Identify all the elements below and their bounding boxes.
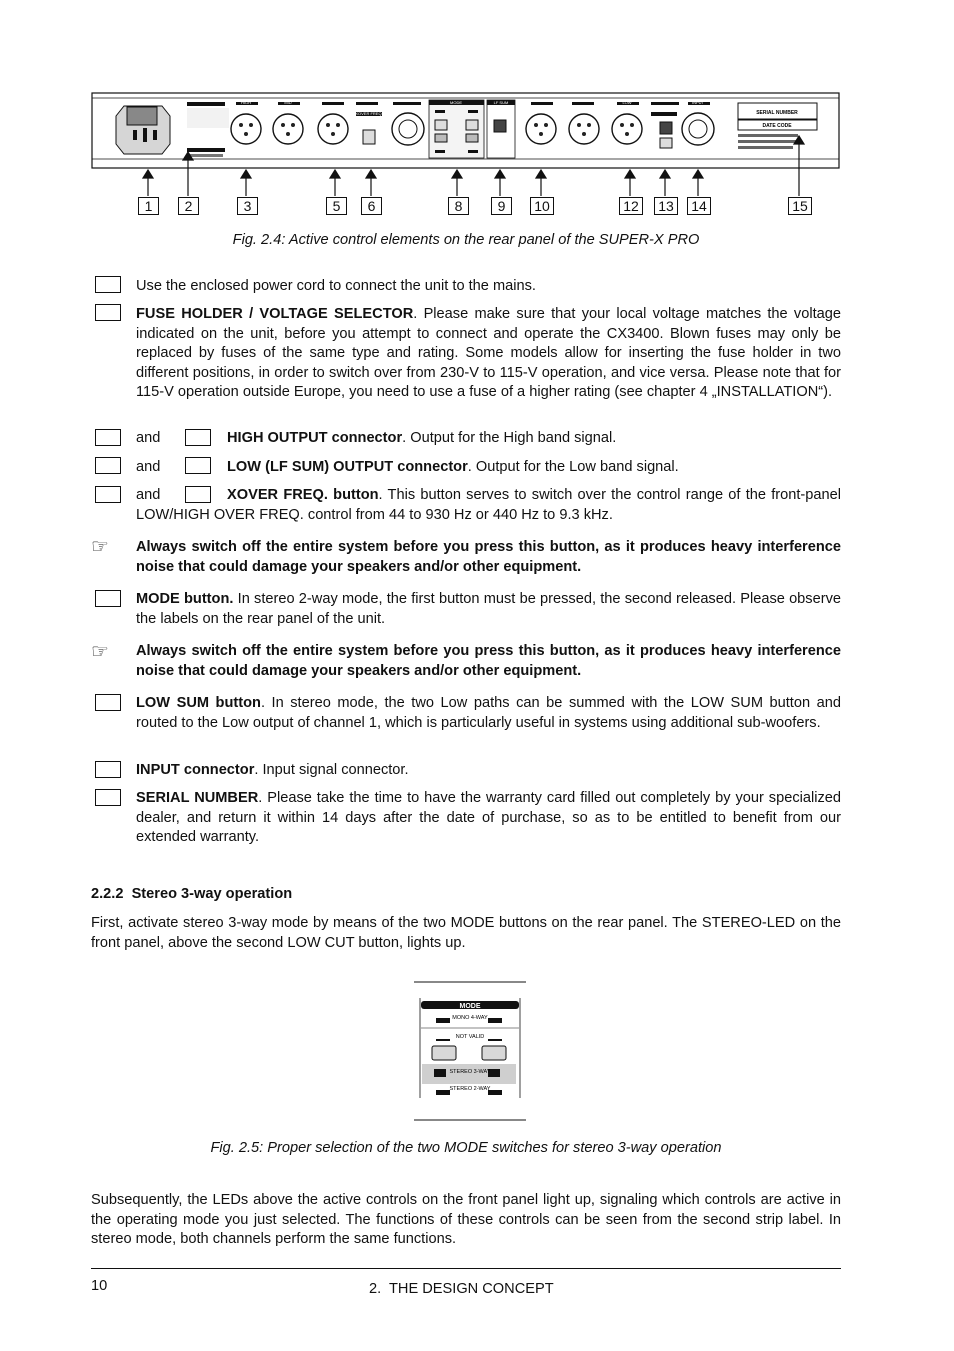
item-high-output: HIGH OUTPUT connector. Output for the High band signal. <box>227 430 617 446</box>
callout-14: 14 <box>687 197 711 215</box>
chapter-title: 2. THE DESIGN CONCEPT <box>369 1281 554 1297</box>
callout-9: 9 <box>491 197 512 215</box>
item-number-box <box>95 694 121 711</box>
item-mode-button: MODE button. In stereo 2-way mode, the first button must be pressed, the second released. Please observe the labels on the rear panel of the unit. <box>136 591 841 627</box>
item-number-box <box>95 761 121 778</box>
item-serial-number: SERIAL NUMBER. Please take the time to have the warranty card filled out completely by your specialized dealer, and return it within 14 days after the date of purchase, so as to be entitled to benefit from our extended warranty. <box>136 790 841 845</box>
pointing-hand-icon: ☞ <box>91 641 109 663</box>
item-number-box <box>185 457 211 474</box>
item-power-cord: Use the enclosed power cord to connect the unit to the mains. <box>136 278 536 294</box>
mode-row-stereo-3way: STEREO 3-WAY <box>449 1069 491 1075</box>
lf-sum-tag: LF SUM <box>493 100 509 105</box>
pointing-hand-icon: ☞ <box>91 536 109 558</box>
and-label: and <box>136 487 161 503</box>
callout-8: 8 <box>448 197 469 215</box>
page-number: 10 <box>91 1278 108 1294</box>
item-number-box <box>95 486 121 503</box>
serial-number-tag: SERIAL NUMBER <box>756 110 798 116</box>
xover-tag: XOVER FREQ. <box>355 111 383 116</box>
low-tag: LOW <box>622 100 632 105</box>
figure-2-5-caption: Fig. 2.5: Proper selection of the two MODE switches for stereo 3-way operation <box>210 1140 722 1156</box>
mid-tag: MID <box>284 100 292 105</box>
and-label: and <box>136 430 161 446</box>
callout-3: 3 <box>237 197 258 215</box>
item-input-connector: INPUT connector. Input signal connector. <box>136 762 409 778</box>
footer-rule <box>91 1268 841 1269</box>
and-label: and <box>136 459 161 475</box>
item-low-output: LOW (LF SUM) OUTPUT connector. Output for the Low band signal. <box>227 459 679 475</box>
item-number-box <box>95 276 121 293</box>
callout-6: 6 <box>361 197 382 215</box>
callout-15: 15 <box>788 197 812 215</box>
section-heading: 2.2.2 Stereo 3-way operation <box>91 886 293 902</box>
figure-2-4-caption: Fig. 2.4: Active control elements on the rear panel of the SUPER-X PRO <box>232 232 700 248</box>
mode-row-mono-4way: MONO 4-WAY <box>452 1015 488 1021</box>
date-code-tag: DATE CODE <box>762 123 792 129</box>
callout-13: 13 <box>654 197 678 215</box>
mode-row-not-valid: NOT VALID <box>455 1034 485 1040</box>
mode-switch-figure <box>412 978 528 1124</box>
callout-2: 2 <box>178 197 199 215</box>
callout-10: 10 <box>530 197 554 215</box>
item-number-box <box>95 789 121 806</box>
item-fuse-holder: FUSE HOLDER / VOLTAGE SELECTOR. Please make sure that your local voltage matches the voltage indicated on the unit, before you attempt to connect and operate the CX3400. Blown fuses may only be replaced by fuses of the same type and rating. Some models allow for inserting the fuse holder in two different positions, in order to switch over from 230-V to 115-V operation, and vice versa. Please note that for 115-V operation outside Europe, you need to use a fuse of a higher rating (see chapter 4 „INSTALLATION“). <box>136 306 841 400</box>
high-tag: HIGH <box>241 100 251 105</box>
warning-mode: Always switch off the entire system before you press this button, as it produces heavy interference noise that could damage your speakers and/or other equipment. <box>136 643 841 679</box>
item-number-box <box>185 429 211 446</box>
mode-row-stereo-2way: STEREO 2-WAY <box>449 1086 491 1092</box>
item-low-sum: LOW SUM button. In stereo mode, the two Low paths can be summed with the LOW SUM button and routed to the Low output of channel 1, which is particularly useful in systems using additional sub-woofers. <box>136 695 841 731</box>
item-number-box <box>95 304 121 321</box>
callout-5: 5 <box>326 197 347 215</box>
input-tag: INPUT <box>692 100 704 105</box>
item-number-box <box>95 429 121 446</box>
mode-header: MODE <box>459 1003 481 1010</box>
mode-tag: MODE <box>450 100 462 105</box>
item-xover-freq: XOVER FREQ. button. This button serves to switch over the control range of the front-panel LOW/HIGH OVER FREQ. control from 44 to 930 Hz or 440 Hz to 9.3 kHz. <box>136 487 841 523</box>
item-number-box <box>95 590 121 607</box>
closing-paragraph: Subsequently, the LEDs above the active controls on the front panel light up, signaling which controls are active in the operating mode you just selected. The functions of these controls can be seen from the second strip label. In stereo mode, both channels perform the same functions. <box>91 1192 841 1247</box>
callout-1: 1 <box>138 197 159 215</box>
warning-xover: Always switch off the entire system before you press this button, as it produces heavy interference noise that could damage your speakers and/or other equipment. <box>136 539 841 575</box>
item-number-box <box>95 457 121 474</box>
callout-12: 12 <box>619 197 643 215</box>
section-intro: First, activate stereo 3-way mode by means of the two MODE buttons on the rear panel. The STEREO-LED on the front panel, above the second LOW CUT button, lights up. <box>91 915 841 951</box>
